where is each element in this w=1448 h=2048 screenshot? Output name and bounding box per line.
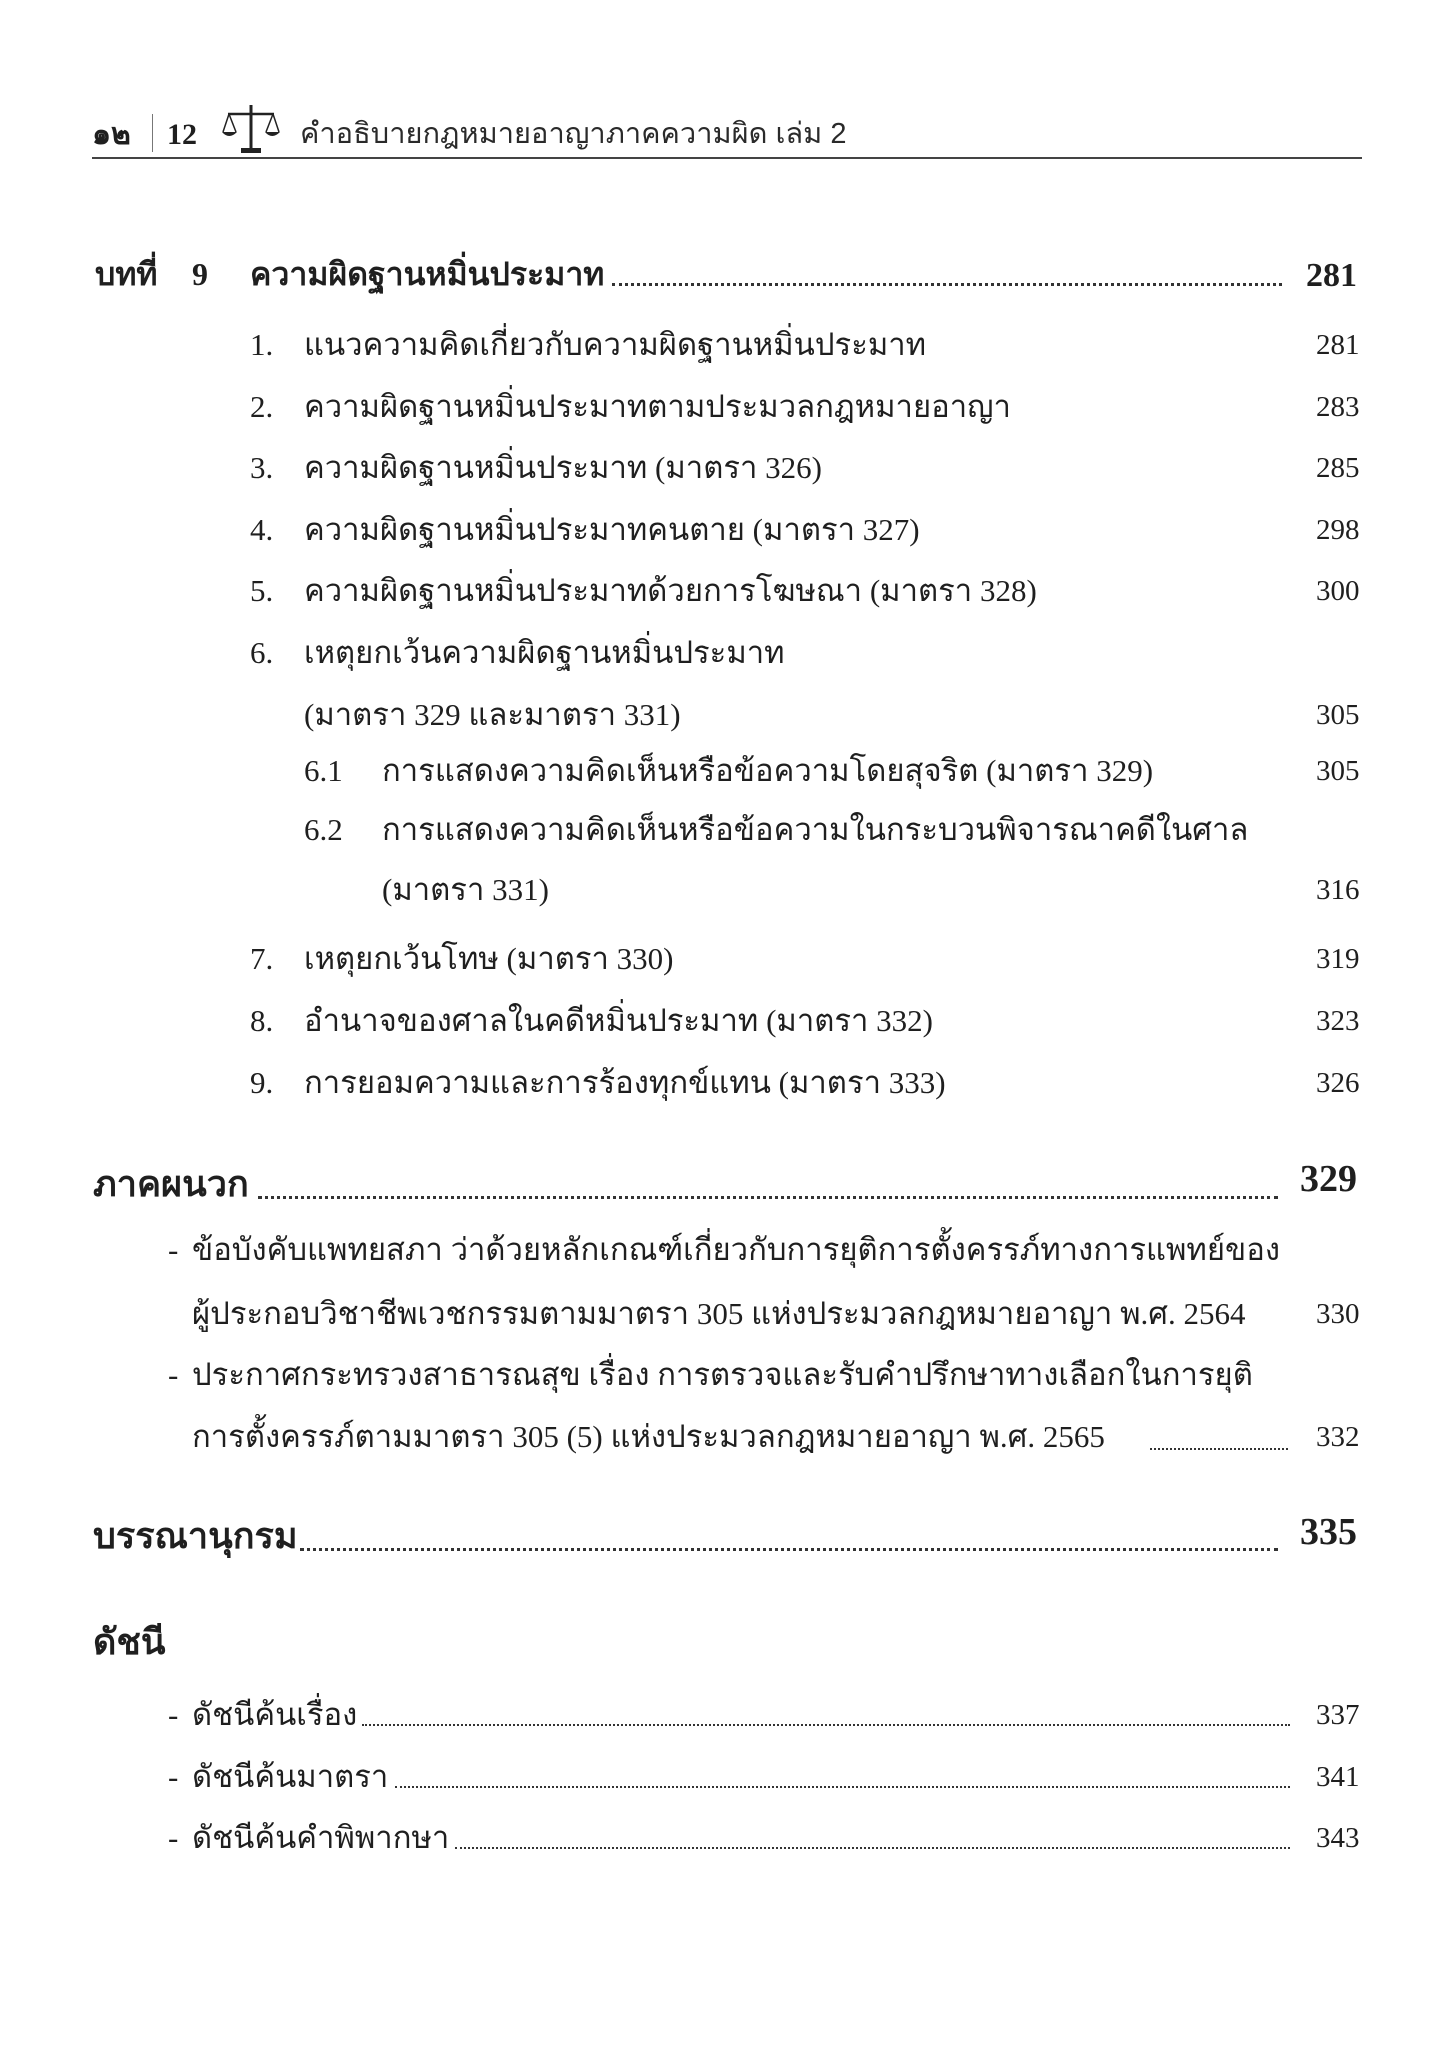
bibliography-title: บรรณานุกรม (93, 1516, 298, 1556)
chapter-number: 9 (192, 256, 208, 292)
dot-leader (612, 283, 1282, 286)
item-page: 326 (1316, 1067, 1360, 1099)
dot-leader (1150, 1448, 1288, 1450)
index-item-text: ดัชนีค้นเรื่อง (192, 1697, 358, 1732)
index-item-text: ดัชนีค้นมาตรา (192, 1759, 389, 1794)
item-page: 281 (1316, 329, 1360, 361)
item-text: เหตุยกเว้นโทษ (มาตรา 330) (304, 941, 674, 976)
item-number: 5. (250, 573, 274, 608)
item-page: 323 (1316, 1005, 1360, 1037)
item-page: 319 (1316, 943, 1360, 975)
book-title: คำอธิบายกฎหมายอาญาภาคความผิด เล่ม 2 (300, 118, 847, 150)
appendix-title: ภาคผนวก (93, 1164, 249, 1204)
appendix-item-page: 330 (1316, 1298, 1360, 1330)
subitem-page: 305 (1316, 755, 1360, 787)
item-text: ความผิดฐานหมิ่นประมาท (มาตรา 326) (304, 450, 822, 485)
subitem-number: 6.1 (304, 753, 343, 788)
appendix-item-line1: ประกาศกระทรวงสาธารณสุข เรื่อง การตรวจและรับคำปรึกษาทางเลือกในการยุติ (192, 1357, 1253, 1392)
bullet: - (168, 1759, 179, 1794)
chapter-label: บทที่ (95, 256, 158, 292)
chapter-page: 281 (1306, 257, 1357, 294)
appendix-item-line2: การตั้งครรภ์ตามมาตรา 305 (5) แห่งประมวลกฎหมายอาญา พ.ศ. 2565 (192, 1419, 1105, 1454)
item-number: 4. (250, 512, 274, 547)
item-text: อำนาจของศาลในคดีหมิ่นประมาท (มาตรา 332) (304, 1003, 934, 1038)
item-text: การยอมความและการร้องทุกข์แทน (มาตรา 333) (304, 1065, 946, 1100)
page-number: 12 (167, 118, 197, 151)
item-text: ความผิดฐานหมิ่นประมาทด้วยการโฆษณา (มาตรา 328) (304, 573, 1037, 608)
subitem-text: การแสดงความคิดเห็นหรือข้อความในกระบวนพิจารณาคดีในศาล (382, 812, 1249, 847)
item-page: 305 (1316, 699, 1360, 731)
appendix-page: 329 (1300, 1158, 1357, 1200)
item-number: 8. (250, 1003, 274, 1038)
bullet: - (168, 1232, 179, 1267)
item-number: 2. (250, 389, 274, 424)
subitem-number: 6.2 (304, 812, 343, 847)
scales-of-justice-icon (222, 104, 280, 154)
item-text: เหตุยกเว้นความผิดฐานหมิ่นประมาท (304, 635, 785, 670)
index-item-text: ดัชนีค้นคำพิพากษา (192, 1820, 450, 1855)
index-item-page: 337 (1316, 1699, 1360, 1731)
item-page: 300 (1316, 575, 1360, 607)
chapter-title: ความผิดฐานหมิ่นประมาท (250, 256, 605, 292)
item-text: ความผิดฐานหมิ่นประมาทตามประมวลกฎหมายอาญา (304, 389, 1011, 424)
item-page: 285 (1316, 452, 1360, 484)
subitem-page: 316 (1316, 874, 1360, 906)
dot-leader (300, 1548, 1278, 1551)
header-separator (152, 114, 153, 152)
item-page: 298 (1316, 514, 1360, 546)
item-number: 6. (250, 635, 274, 670)
dot-leader (362, 1724, 1290, 1726)
item-number: 1. (250, 327, 274, 362)
subitem-text: การแสดงความคิดเห็นหรือข้อความโดยสุจริต (มาตรา 329) (382, 753, 1154, 788)
dot-leader (395, 1786, 1290, 1788)
appendix-item-page: 332 (1316, 1421, 1360, 1453)
item-page: 283 (1316, 391, 1360, 423)
bibliography-page: 335 (1300, 1511, 1357, 1553)
bullet: - (168, 1820, 179, 1855)
item-number: 9. (250, 1065, 274, 1100)
item-number: 3. (250, 450, 274, 485)
bullet: - (168, 1697, 179, 1732)
item-text-continued: (มาตรา 329 และมาตรา 331) (304, 697, 681, 732)
dot-leader (455, 1847, 1290, 1849)
item-text: แนวความคิดเกี่ยวกับความผิดฐานหมิ่นประมาท (304, 327, 927, 362)
dot-leader (258, 1196, 1278, 1199)
bullet: - (168, 1357, 179, 1392)
index-title: ดัชนี (93, 1622, 166, 1662)
appendix-item-line1: ข้อบังคับแพทยสภา ว่าด้วยหลักเกณฑ์เกี่ยวกับการยุติการตั้งครรภ์ทางการแพทย์ของ (192, 1232, 1280, 1267)
item-text: ความผิดฐานหมิ่นประมาทคนตาย (มาตรา 327) (304, 512, 920, 547)
appendix-item-line2: ผู้ประกอบวิชาชีพเวชกรรมตามมาตรา 305 แห่งประมวลกฎหมายอาญา พ.ศ. 2564 (192, 1296, 1246, 1331)
subitem-text-continued: (มาตรา 331) (382, 872, 549, 907)
item-number: 7. (250, 941, 274, 976)
page-number-thai: ๑๒ (92, 118, 131, 151)
index-item-page: 341 (1316, 1761, 1360, 1793)
header-rule (92, 157, 1362, 159)
index-item-page: 343 (1316, 1822, 1360, 1854)
